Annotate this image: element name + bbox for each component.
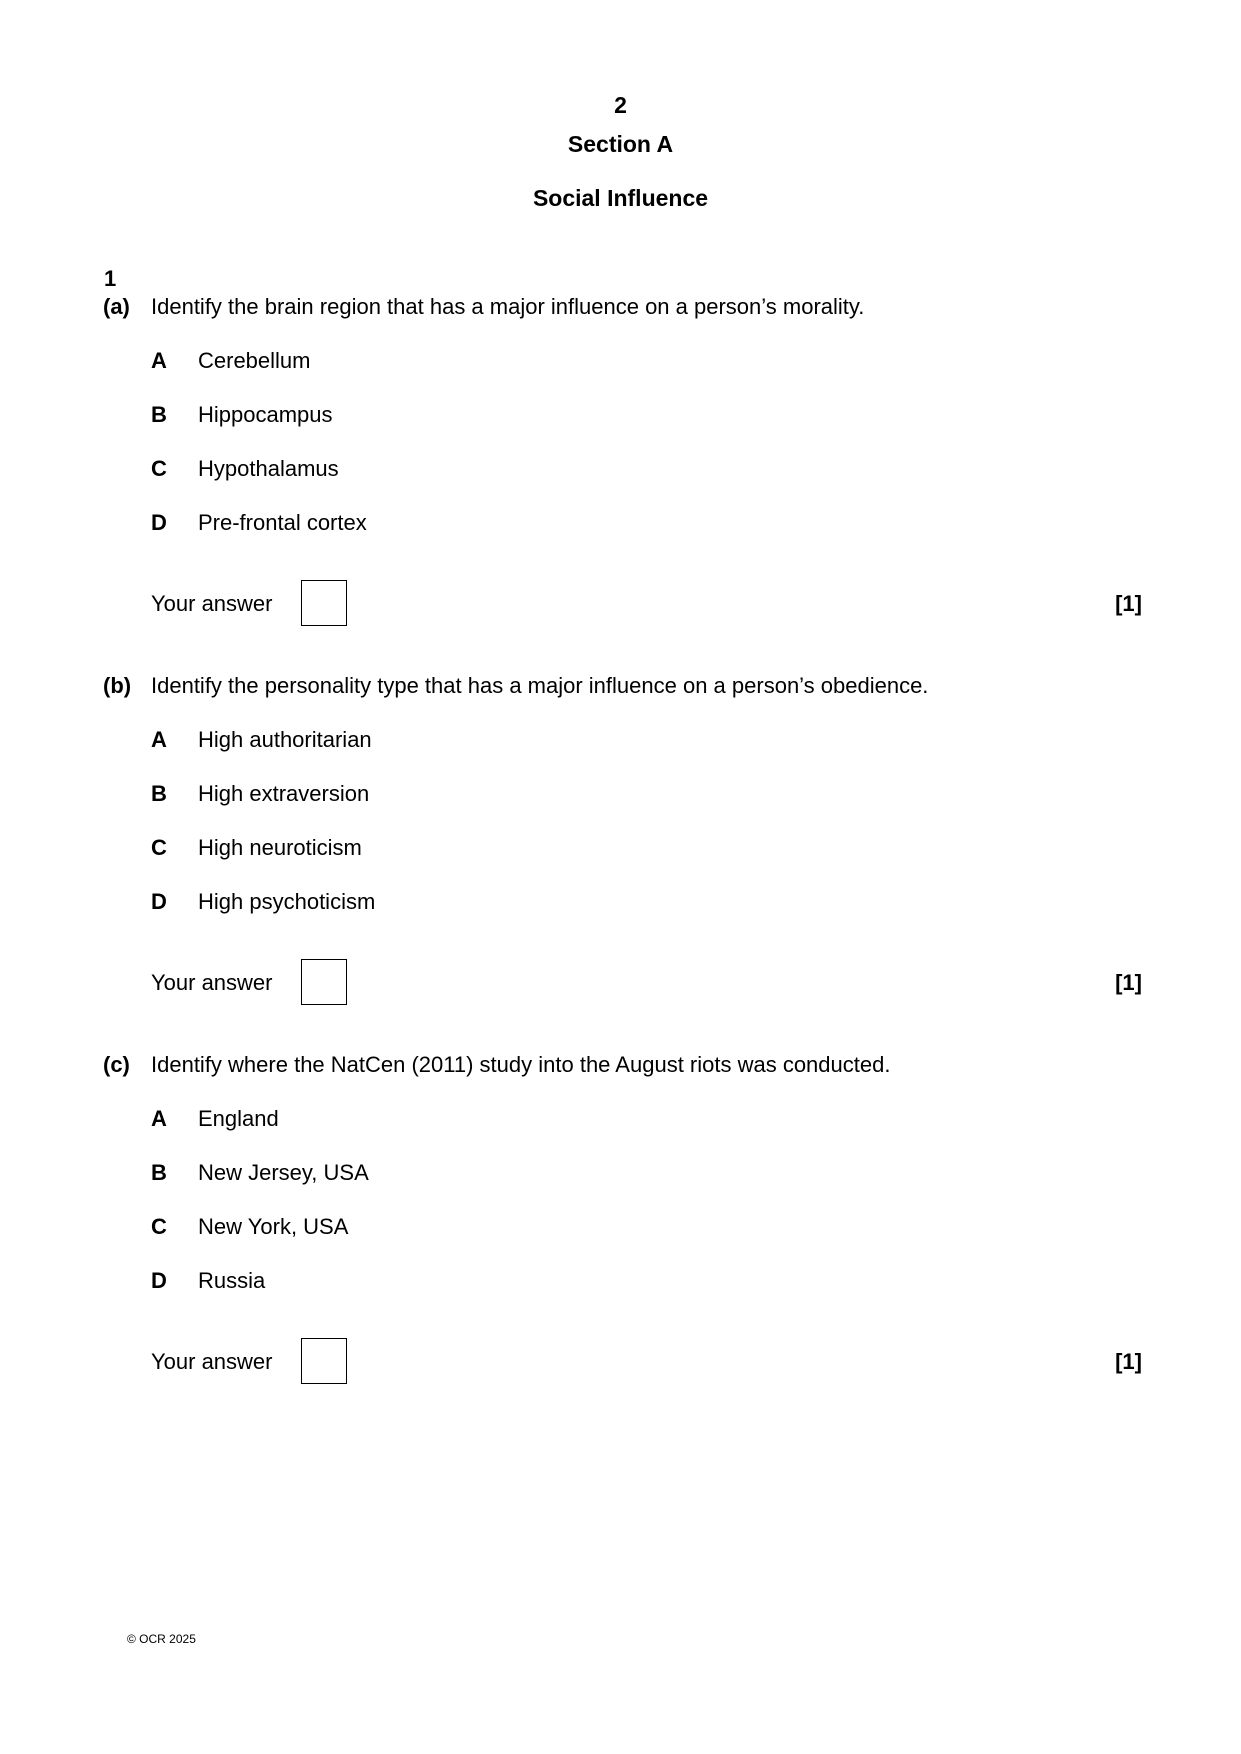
question-number: 1 (104, 266, 117, 291)
answer-box[interactable] (301, 959, 347, 1005)
marks-label: [1] (1115, 970, 1142, 995)
option-text: High extraversion (198, 781, 370, 806)
option-text: Hippocampus (198, 402, 333, 427)
option-letter: B (151, 402, 167, 427)
copyright-footer: © OCR 2025 (127, 1632, 196, 1646)
marks-label: [1] (1115, 1349, 1142, 1374)
part-stem: Identify where the NatCen (2011) study into the August riots was conducted. (151, 1052, 891, 1077)
option-letter: A (151, 348, 167, 373)
option-letter: C (151, 456, 167, 481)
option-letter: D (151, 889, 167, 914)
marks-label: [1] (1115, 591, 1142, 616)
answer-box[interactable] (301, 580, 347, 626)
part-label: (b) (103, 673, 132, 698)
option-text: High neuroticism (198, 835, 362, 860)
part-stem: Identify the brain region that has a major influence on a person’s morality. (151, 294, 865, 319)
your-answer-label: Your answer (151, 1349, 273, 1374)
part-stem: Identify the personality type that has a major influence on a person’s obedience. (151, 673, 929, 698)
option-text: England (198, 1106, 279, 1131)
option-letter: B (151, 781, 167, 806)
your-answer-label: Your answer (151, 970, 273, 995)
option-text: Cerebellum (198, 348, 311, 373)
option-text: High authoritarian (198, 727, 372, 752)
option-letter: A (151, 727, 167, 752)
part-label: (c) (103, 1052, 130, 1077)
option-text: New York, USA (198, 1214, 349, 1239)
option-text: High psychoticism (198, 889, 376, 914)
option-text: Hypothalamus (198, 456, 339, 481)
section-title: Section A (567, 131, 674, 157)
option-letter: C (151, 835, 167, 860)
option-letter: C (151, 1214, 167, 1239)
option-letter: B (151, 1160, 167, 1185)
section-subtitle: Social Influence (532, 185, 709, 211)
option-text: Russia (198, 1268, 266, 1293)
option-letter: A (151, 1106, 167, 1131)
page-number: 2 (614, 92, 627, 118)
your-answer-label: Your answer (151, 591, 273, 616)
answer-box[interactable] (301, 1338, 347, 1384)
option-letter: D (151, 510, 167, 535)
part-label: (a) (103, 294, 130, 319)
option-text: Pre-frontal cortex (198, 510, 367, 535)
option-letter: D (151, 1268, 167, 1293)
option-text: New Jersey, USA (198, 1160, 369, 1185)
